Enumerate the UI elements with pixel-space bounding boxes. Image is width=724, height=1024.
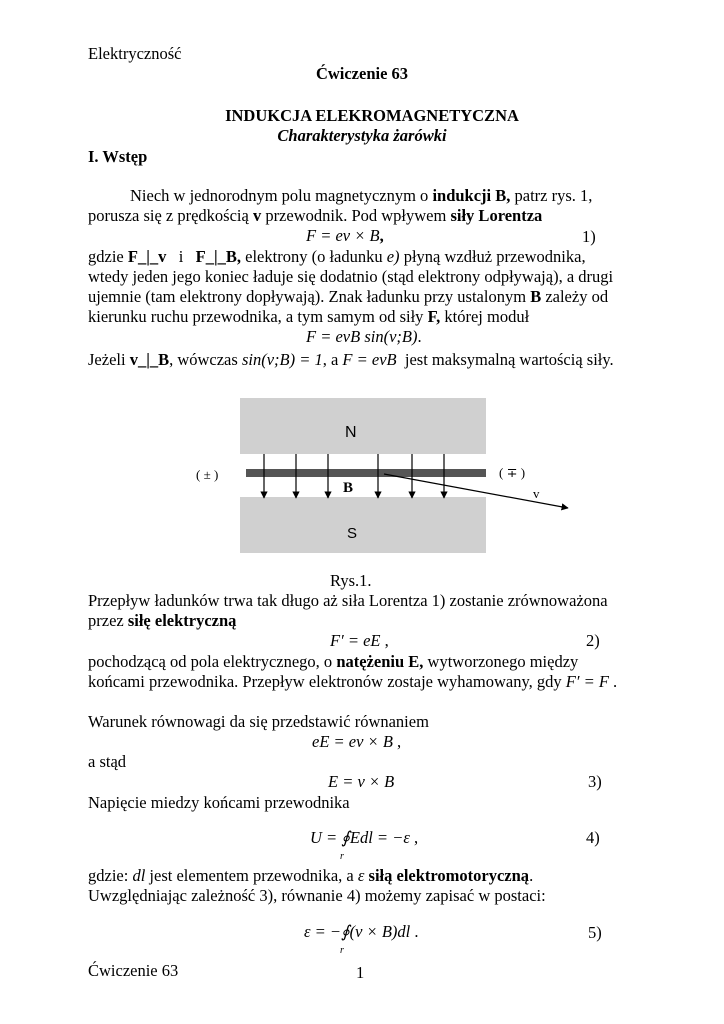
figure-caption: Rys.1. xyxy=(330,571,372,590)
equation-balance: eE = ev × B , xyxy=(312,732,402,751)
equation-4: U = ∮Edl = −ε , xyxy=(310,828,419,847)
equation-5-subscript: r xyxy=(340,945,344,956)
equation-3: E = v × B xyxy=(328,772,395,791)
para1-line4: wtedy jeden jego koniec ładuje się dodatnio (stąd elektrony odpływają), a drugi xyxy=(88,267,614,286)
para3-line5: Uwzględniając zależność 3), równanie 4) możemy zapisać w postaci: xyxy=(88,886,546,905)
equation-modulus: F = evB sin(v;B). xyxy=(306,327,422,346)
para1-line5: ujemnie (tam elektrony dopływają). Znak ładunku przy ustalonym B zależy od xyxy=(88,287,609,306)
page-subtitle: Charakterystyka żarówki xyxy=(277,126,447,145)
equation-5-number: 5) xyxy=(588,923,602,942)
page-title: INDUKCJA ELEKROMAGNETYCZNA xyxy=(225,106,519,125)
equation-4-subscript: r xyxy=(340,851,344,862)
conductor-rod xyxy=(246,469,486,477)
field-label: B xyxy=(343,480,354,496)
footer-label: Ćwiczenie 63 xyxy=(88,961,179,980)
equation-2-number: 2) xyxy=(586,631,600,650)
para3-line3: Napięcie miedzy końcami przewodnika xyxy=(88,793,350,812)
north-pole xyxy=(240,398,486,454)
para2-line4: końcami przewodnika. Przepływ elektronów zostaje wyhamowany, gdy F′ = F . xyxy=(88,672,618,691)
equation-1-number: 1) xyxy=(582,227,596,246)
para3-line1: Warunek równowagi da się przedstawić równaniem xyxy=(88,712,429,731)
section-heading: I. Wstęp xyxy=(88,147,148,166)
equation-4-number: 4) xyxy=(586,828,600,847)
equation-3-number: 3) xyxy=(588,772,602,791)
para2-line2: przez siłę elektryczną xyxy=(88,611,237,630)
right-sign: ( ∓ ) xyxy=(499,465,526,480)
para1-line1: Niech w jednorodnym polu magnetycznym o indukcji B, patrz rys. 1, xyxy=(130,186,593,205)
page-number: 1 xyxy=(356,963,365,982)
exercise-title: Ćwiczenie 63 xyxy=(315,64,409,83)
equation-5: ε = −∮(v × B)dl . xyxy=(304,922,419,941)
para3-line4: gdzie: dl jest elementem przewodnika, a ε siłą elektromotoryczną. xyxy=(88,866,534,885)
equation-1: F = ev × B, xyxy=(306,226,384,245)
velocity-label: v xyxy=(533,486,540,501)
left-sign: ( ± ) xyxy=(196,467,219,482)
north-label: N xyxy=(345,424,357,441)
para1-line2: porusza się z prędkością v przewodnik. Pod wpływem siły Lorentza xyxy=(88,206,543,225)
south-pole xyxy=(240,497,486,553)
para1-line7: Jeżeli v_|_B, wówczas sin(v;B) = 1, a F = evB jest maksymalną wartością siły. xyxy=(88,350,614,369)
para1-line6: kierunku ruchu przewodnika, a tym samym od siły F, której moduł xyxy=(88,307,530,326)
para1-line3: gdzie F_|_v i F_|_B, elektrony (o ładunku e) płyną wzdłuż przewodnika, xyxy=(88,247,586,266)
para2-line1: Przepływ ładunków trwa tak długo aż siła Lorentza 1) zostanie zrównoważona xyxy=(88,591,608,610)
para2-line3: pochodzącą od pola elektrycznego, o natężeniu E, wytworzonego między xyxy=(88,652,579,671)
south-label: S xyxy=(347,525,358,542)
para3-line2: a stąd xyxy=(88,752,127,771)
section-label: Elektryczność xyxy=(88,44,182,63)
equation-2: F′ = eE , xyxy=(330,631,389,650)
